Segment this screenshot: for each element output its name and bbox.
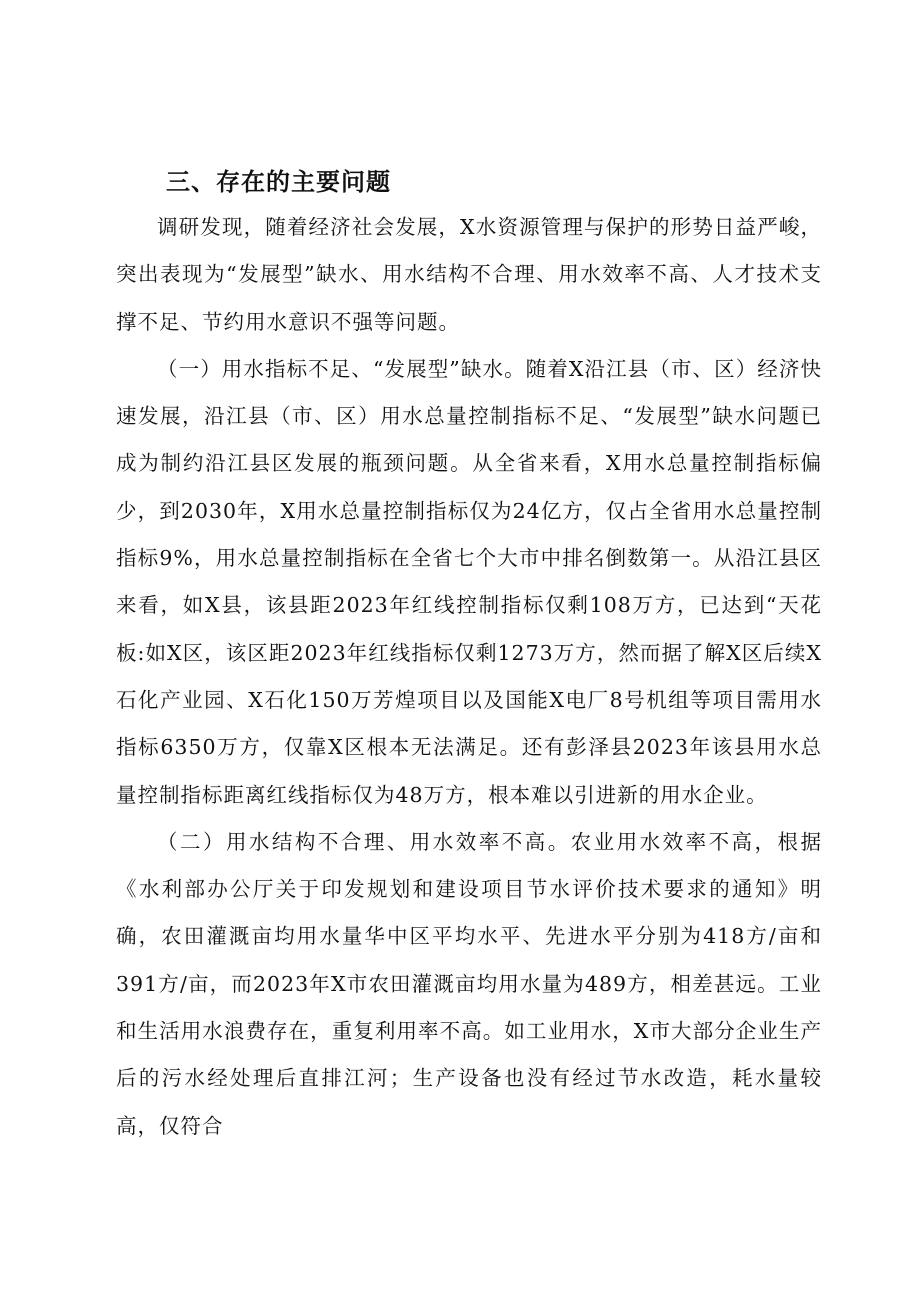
paragraph-water-efficiency: （二）用水结构不合理、用水效率不高。农业用水效率不高，根据《水利部办公厅关于印发规划和建设项目节水评价技术要求的通知》明确，农田灌溉亩均用水量华中区平均水平、先进水平分别为418方/亩和391方/亩，而2023年X市农田灌溉亩均用水量为489方，相差甚远。工业和生活用水浪费存在，重复利用率不高。如工业用水，X市大部分企业生产后的污水经处理后直排江河；生产设备也没有经过节水改造，耗水量较高，仅符合 <box>116 829 822 1138</box>
paragraph-overview: 调研发现，随着经济社会发展，X水资源管理与保护的形势日益严峻，突出表现为“发展型”缺水、用水结构不合理、用水效率不高、人才技术支撑不足、节约用水意识不强等问题。 <box>116 215 822 334</box>
section-heading: 三、存在的主要问题 <box>166 168 391 196</box>
paragraph-water-quota: （一）用水指标不足、“发展型”缺水。随着X沿江县（市、区）经济快速发展，沿江县（市、区）用水总量控制指标不足、“发展型”缺水问题已成为制约沿江县区发展的瓶颈问题。从全省来看，X用水总量控制指标偏少，到2030年，X用水总量控制指标仅为24亿方，仅占全省用水总量控制指标9%，用水总量控制指标在全省七个大市中排名倒数第一。从沿江县区来看，如X县，该县距2023年红线控制指标仅剩108万方，已达到“天花板:如X区，该区距2023年红线指标仅剩1273万方，然而据了解X区后续X石化产业园、X石化150万芳煌项目以及国能X电厂8号机组等项目需用水指标6350万方，仅靠X区根本无法满足。还有彭泽县2023年该县用水总量控制指标距离红线指标仅为48万方，根本难以引进新的用水企业。 <box>116 356 822 807</box>
document-body <box>116 160 822 1150</box>
